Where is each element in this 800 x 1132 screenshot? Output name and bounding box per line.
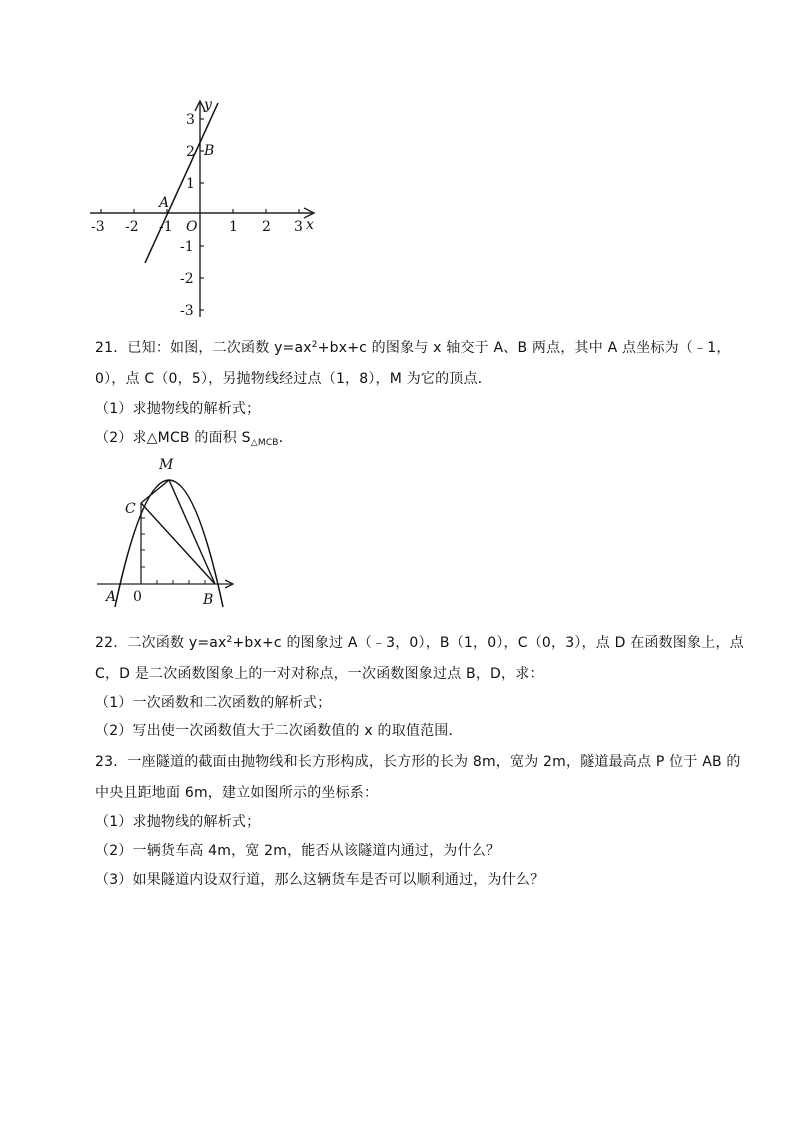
q21-line-1: 21．已知：如图，二次函数 $y=ax^2+bx+c$ 的图象与 x 轴交于 A、B 两点，其中 A 点坐标为（﹣1， xyxy=(95,340,731,356)
origin-label: 0 xyxy=(133,589,142,605)
q22-part-1: （1）一次函数和二次函数的解析式； xyxy=(95,695,332,711)
q23-part-3: （3）如果隧道内设双行道，那么这辆货车是否可以顺利通过，为什么？ xyxy=(95,872,545,888)
q23-part-2: （2）一辆货车高 4m，宽 2m，能否从该隧道内通过，为什么？ xyxy=(95,843,501,859)
y-axis-label: y xyxy=(204,97,212,113)
x-axis-label: x xyxy=(306,217,314,233)
point-c-label: C xyxy=(125,501,136,517)
origin-label: O xyxy=(186,219,198,235)
y-tick-label: -2 xyxy=(180,271,194,287)
x-tick-label: -2 xyxy=(125,219,139,235)
point-b-label: B xyxy=(204,143,215,159)
x-tick-label: 2 xyxy=(262,219,271,235)
point-a-label: A xyxy=(159,195,170,211)
q23-part-1: （1）求抛物线的解析式； xyxy=(95,814,261,830)
y-tick-label: -3 xyxy=(180,303,194,319)
y-tick-label: -1 xyxy=(180,239,194,255)
vertex-m-label: M xyxy=(159,457,174,473)
q21-part-1: （1）求抛物线的解析式； xyxy=(95,401,261,417)
q21-part-2: （2）求△MCB 的面积 $S_{\triangle MCB}$． xyxy=(95,430,293,448)
q23-line-2: 中央且距地面 6m，建立如图所示的坐标系： xyxy=(95,785,379,801)
x-tick-label: -3 xyxy=(91,219,105,235)
point-a-label: A xyxy=(106,589,117,605)
line-graph-figure xyxy=(88,95,328,325)
point-b-label: B xyxy=(203,592,214,608)
x-tick-label: -1 xyxy=(159,219,173,235)
parabola-curve xyxy=(115,480,223,607)
q21-line-2: 0），点 C（0，5），另抛物线经过点（1，8），M 为它的顶点． xyxy=(95,371,492,387)
x-tick-label: 3 xyxy=(294,219,303,235)
q23-line-1: 23．一座隧道的截面由抛物线和长方形构成，长方形的长为 8m，宽为 2m，隧道最高点 P 位于 AB 的 xyxy=(95,754,741,770)
y-tick-label: 3 xyxy=(186,112,195,128)
q22-line-2: C，D 是二次函数图象上的一对对称点，一次函数图象过点 B，D，求： xyxy=(95,666,544,682)
q22-part-2: （2）写出使一次函数值大于二次函数值的 x 的取值范围． xyxy=(95,723,463,739)
y-tick-label: 2 xyxy=(186,144,195,160)
x-tick-label: 1 xyxy=(229,219,238,235)
q22-line-1: 22．二次函数 $y=ax^2+bx+c$ 的图象过 A（﹣3，0），B（1，0），C（0，3），点 D 在函数图象上，点 xyxy=(95,635,744,651)
y-tick-label: 1 xyxy=(186,176,195,192)
parabola-figure xyxy=(95,455,245,610)
